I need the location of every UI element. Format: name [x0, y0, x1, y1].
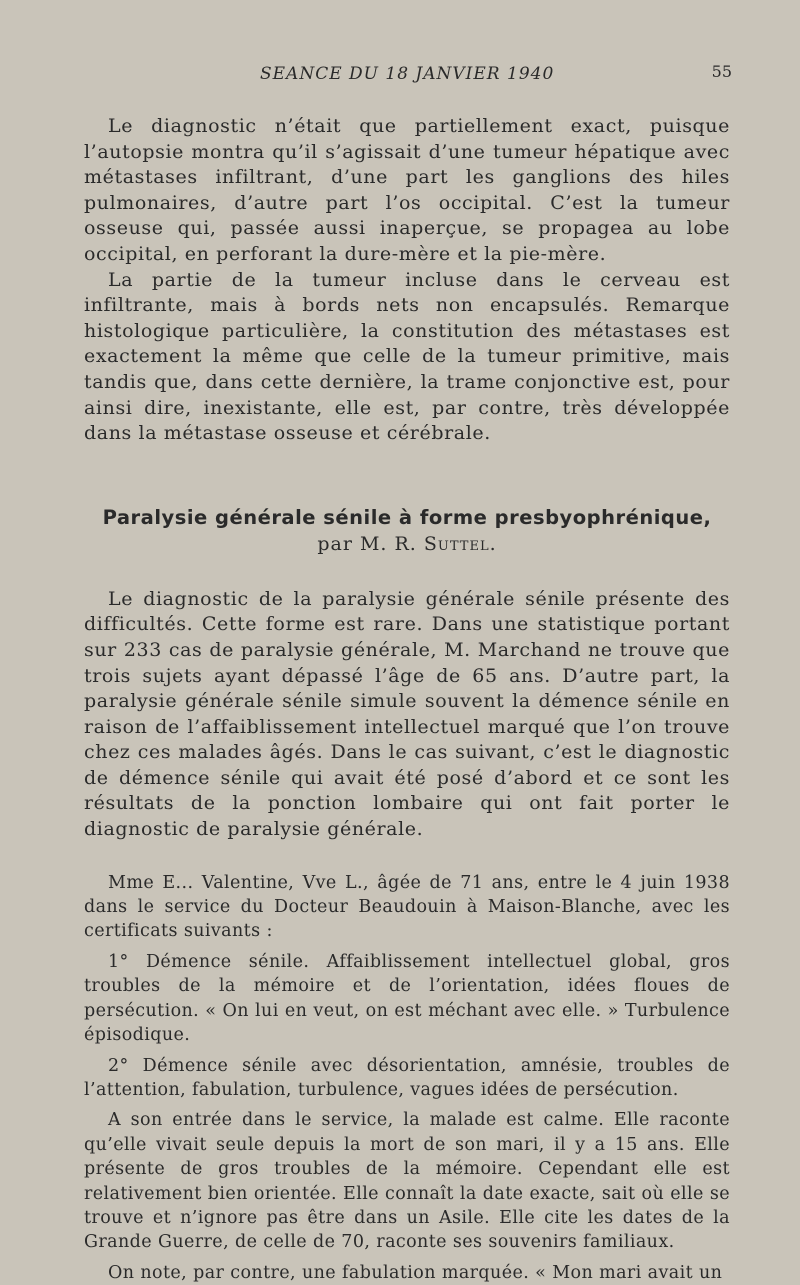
page-number: 55	[711, 62, 732, 81]
case-paragraph: A son entrée dans le service, la malade est calme. Elle raconte qu’elle vivait seule depuis la mort de son mari, il y a 15 ans. Elle présente de gros troubles de la mémoire. Cependant elle est relativement bien orientée. Elle connaît la date exacte, sait où elle se trouve et n’ignore pas être dans un Asile. Elle cite les dates de la Grande Guerre, de celle de 70, raconte ses souvenirs familiaux.	[84, 1110, 730, 1253]
author-name: Suttel.	[423, 532, 497, 555]
certificate-1: 1° Démence sénile. Affaiblissement intellectuel global, gros troubles de la mémoire et de l’orientation, idées floues de persécution. « On lui en veut, on est méchant avec elle. » Turbulence épisodique.	[84, 951, 730, 1046]
case-paragraph: On note, par contre, une fabulation marquée. « Mon mari avait un	[108, 1262, 723, 1283]
case-report	[84, 871, 730, 1285]
main-section	[84, 587, 730, 843]
section-title: Paralysie générale sénile à forme presbyophrénique,	[102, 505, 712, 529]
author-prefix: par M. R.	[317, 532, 417, 555]
section-author	[84, 531, 730, 557]
page-header	[84, 60, 730, 90]
paragraph: Le diagnostic de la paralysie générale sénile présente des difficultés. Cette forme est rare. Dans une statistique portant sur 233 cas de paralysie générale, M. Marchand ne trouve que trois sujets ayant dépassé l’âge de 65 ans. D’autre part, la paralysie générale sénile simule souvent la démence sénile en raison de l’affaiblissement intellectuel marqué que l’on trouve chez ces malades âgés. Dans le cas suivant, c’est le diagnostic de démence sénile qui avait été posé d’abord et ce sont les résultats de la ponction lombaire qui ont fait porter le diagnostic de paralysie générale.	[84, 587, 730, 841]
intro-section	[84, 114, 730, 447]
paragraph: Le diagnostic n’était que partiellement exact, puisque l’autopsie montra qu’il s’agissait d’une tumeur hépatique avec métastases infiltrant, d’une part les ganglions des hiles pulmonaires, d’autre part l’os occipital. C’est la tumeur osseuse qui, passée aussi inaperçue, se propagea au lobe occipital, en perforant la dure-mère et la pie-mère.	[84, 115, 730, 265]
paragraph: La partie de la tumeur incluse dans le cerveau est infiltrante, mais à bords nets non encapsulés. Remarque histologique particulière, la constitution des métastases est exactement la même que celle de la tumeur primitive, mais tandis que, dans cette dernière, la trame conjonctive est, pour ainsi dire, inexistante, elle est, par contre, très développée dans la métastase osseuse et cérébrale.	[84, 268, 730, 445]
certificate-2: 2° Démence sénile avec désorientation, amnésie, troubles de l’attention, fabulation, turbulence, vagues idées de persécution.	[84, 1055, 730, 1100]
running-head: SEANCE DU 18 JANVIER 1940	[260, 64, 555, 84]
case-paragraph: Mme E... Valentine, Vve L., âgée de 71 ans, entre le 4 juin 1938 dans le service du Docteur Beaudouin à Maison-Blanche, avec les certificats suivants :	[84, 872, 730, 942]
